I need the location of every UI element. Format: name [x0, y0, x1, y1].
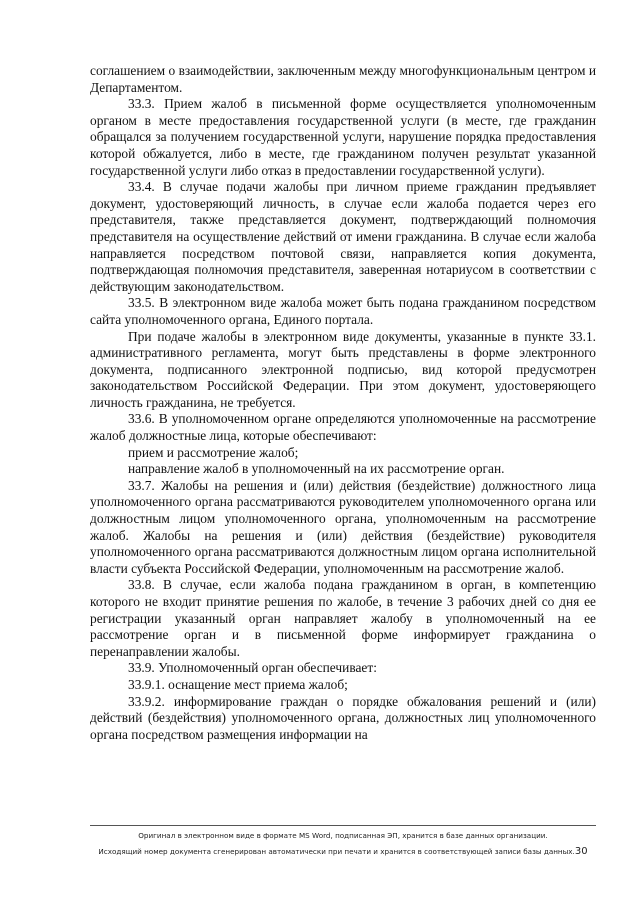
paragraph-33-9: 33.9. Уполномоченный орган обеспечивает: — [128, 660, 377, 676]
footer-original-note: Оригинал в электронном виде в формате MS Word, подписанная ЭП, хранится в базе данных организации. — [138, 831, 548, 840]
paragraph-33-9-2: 33.9.2. информирование граждан о порядке обжалования решений и (или) действий (бездействия) уполномоченного органа, должностных лиц уполномоченного органа посредством размещения информации на — [90, 693, 596, 742]
paragraph-continuation: соглашением о взаимодействии, заключенным между многофункциональным центром и Департаментом. — [90, 63, 596, 95]
paragraph-33-3: 33.3. Прием жалоб в письменной форме осуществляется уполномоченным органом в месте предоставления государственной услуги (в месте, где гражданин обращался за получением государственной услуги, нарушение порядка предоставления которой обжалуется, либо в месте, где гражданином получен результат указанной государственной услуги либо отказ в предоставлении государственной услуги). — [90, 96, 596, 178]
paragraph-33-7: 33.7. Жалобы на решения и (или) действия (бездействие) должностного лица уполномоченного органа рассматриваются руководителем уполномоченного органа или должностным лицом уполномоченного органа, уполномоченным на рассмотрение жалоб. Жалобы на решения и (или) действия (бездействие) руководителя уполномоченного органа рассматриваются должностным лицом органа исполнительной власти субъекта Российской Федерации, уполномоченным на рассмотрение жалоб. — [90, 477, 596, 576]
footer-divider — [90, 825, 596, 826]
paragraph-33-8: 33.8. В случае, если жалоба подана гражданином в орган, в компетенцию которого не входит принятие решения по жалобе, в течение 3 рабочих дней со дня ее регистрации указанный орган направляет жалобу в уполномоченный на ее рассмотрение орган и в письменной форме информирует гражданина о перенаправлении жалобы. — [90, 577, 596, 659]
paragraph-33-5: 33.5. В электронном виде жалоба может быть подана гражданином посредством сайта уполномоченного органа, Единого портала. — [90, 295, 596, 327]
document-body — [90, 63, 596, 743]
page-number: 30 — [574, 846, 588, 857]
paragraph-electronic-submission: При подаче жалобы в электронном виде документы, указанные в пункте 33.1. административного регламента, могут быть представлены в форме электронного документа, подписанного электронной подписью, вид которой предусмотрен законодательством Российской Федерации. При этом документ, удостоверяющего личность гражданина, не требуется. — [90, 328, 596, 410]
paragraph-forwarding: направление жалоб в уполномоченный на их рассмотрение орган. — [128, 461, 505, 477]
footer-number-text: Исходящий номер документа сгенерирован автоматически при печати и хранится в соответствующей записи базы данных. — [98, 847, 575, 856]
paragraph-33-6: 33.6. В уполномоченном органе определяются уполномоченные на рассмотрение жалоб должностные лица, которые обеспечивают: — [90, 411, 596, 444]
paragraph-receipt-review: прием и рассмотрение жалоб; — [128, 444, 299, 460]
footer-number-note — [70, 846, 616, 857]
paragraph-33-9-1: 33.9.1. оснащение мест приема жалоб; — [128, 676, 348, 692]
paragraph-33-4: 33.4. В случае подачи жалобы при личном приеме гражданин предъявляет документ, удостоверяющий личность, в случае если жалоба подается через его представителя, также представляется документ, подтверждающий полномочия представителя на осуществление действий от имени гражданина. В случае если жалоба направляется посредством почтовой связи, направляется копия документа, подтверждающая полномочия представителя, заверенная нотариусом в соответствии с действующим законодательством. — [90, 179, 596, 294]
